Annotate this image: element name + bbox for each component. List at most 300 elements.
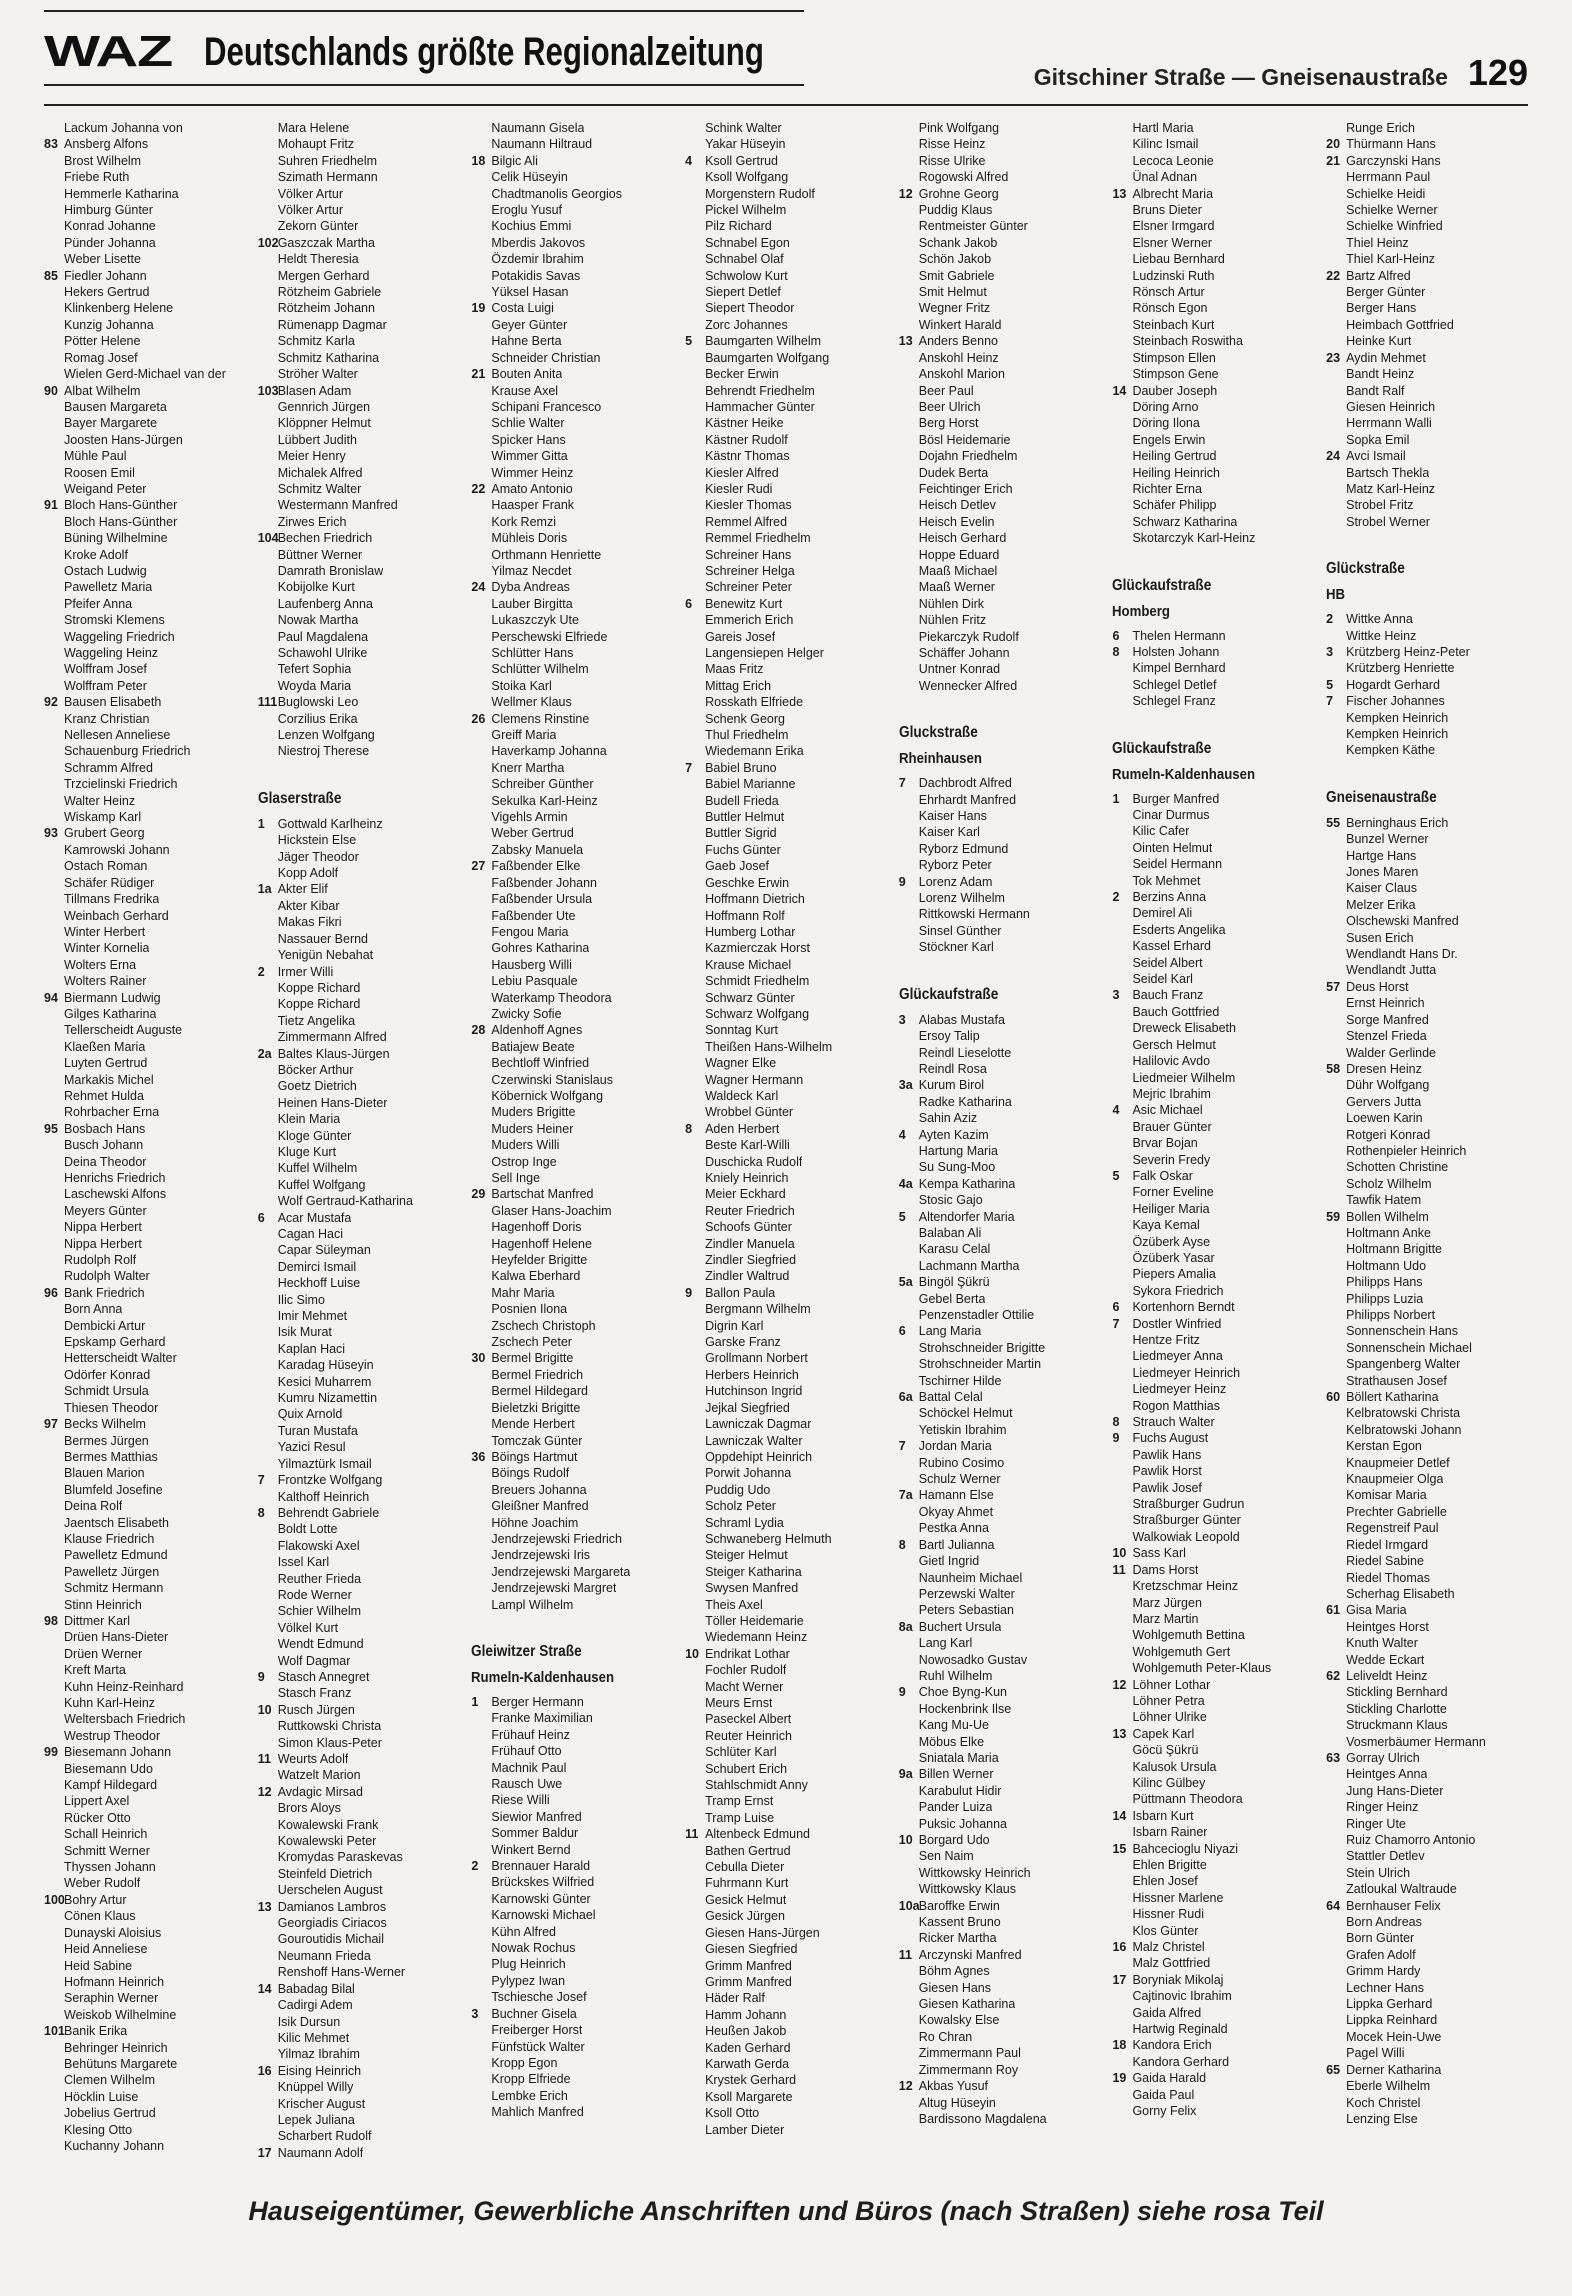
resident-name: Schielke Heidi bbox=[1346, 186, 1426, 201]
resident-entry bbox=[1326, 2062, 1540, 2078]
resident-name: Fuhrmann Kurt bbox=[705, 1876, 789, 1891]
resident-name: Beste Karl-Willi bbox=[705, 1138, 790, 1153]
house-number bbox=[258, 465, 278, 481]
resident-name: Kropp Elfriede bbox=[491, 2072, 571, 2087]
resident-name: Kilinc Gülbey bbox=[1132, 1775, 1206, 1790]
resident-name: Möbus Elke bbox=[918, 1734, 985, 1749]
resident-name: Kromydas Paraskevas bbox=[277, 1850, 403, 1865]
resident-name: Kuchanny Johann bbox=[64, 2138, 165, 2153]
resident-entry bbox=[1326, 169, 1540, 185]
resident-name: Macht Werner bbox=[705, 1679, 784, 1694]
resident-name: Naumann Adolf bbox=[277, 2145, 364, 2160]
resident-name: Tawfik Hatem bbox=[1346, 1193, 1422, 1208]
resident-name: Schink Walter bbox=[705, 121, 782, 135]
resident-entry bbox=[1326, 611, 1540, 627]
resident-entry bbox=[1326, 1914, 1540, 1930]
resident-name: Langensiepen Helger bbox=[705, 646, 824, 660]
house-number bbox=[471, 1564, 491, 1580]
house-number bbox=[258, 1013, 278, 1029]
resident-entry bbox=[471, 1301, 685, 1317]
resident-name: Mittag Erich bbox=[705, 678, 772, 693]
resident-name: Borgard Udo bbox=[918, 1833, 990, 1847]
resident-name: Elsner Irmgard bbox=[1132, 219, 1215, 234]
resident-name: Kreft Marta bbox=[64, 1663, 126, 1678]
house-number bbox=[1326, 1455, 1346, 1471]
house-number bbox=[44, 1433, 64, 1449]
resident-entry bbox=[44, 218, 258, 234]
resident-name: Sell Inge bbox=[491, 1171, 541, 1185]
resident-entry bbox=[258, 1259, 472, 1275]
resident-name: Kalwa Eberhard bbox=[491, 1269, 581, 1284]
resident-name: Born Anna bbox=[64, 1302, 123, 1317]
resident-name: Ehlen Brigitte bbox=[1132, 1858, 1207, 1872]
house-number bbox=[471, 1760, 491, 1776]
resident-entry bbox=[1112, 448, 1326, 464]
house-number bbox=[44, 1875, 64, 1891]
resident-entry bbox=[258, 2096, 472, 2112]
resident-name: Mahlich Manfred bbox=[491, 2105, 584, 2120]
house-number bbox=[44, 1974, 64, 1990]
house-number bbox=[44, 1268, 64, 1284]
house-number bbox=[1112, 268, 1132, 284]
resident-entry bbox=[1112, 1414, 1326, 1430]
resident-entry bbox=[685, 776, 899, 792]
house-number bbox=[1112, 300, 1132, 316]
resident-name: Schielke Werner bbox=[1346, 203, 1438, 218]
resident-entry bbox=[899, 218, 1113, 234]
resident-entry bbox=[685, 1367, 899, 1383]
resident-name: Hamann Else bbox=[918, 1488, 994, 1503]
house-number bbox=[1112, 448, 1132, 464]
resident-name: Haasper Frank bbox=[491, 498, 575, 513]
resident-entry bbox=[685, 809, 899, 825]
resident-entry bbox=[44, 1449, 258, 1465]
house-number: 62 bbox=[1326, 1668, 1341, 1683]
resident-name: Thelen Hermann bbox=[1132, 628, 1226, 643]
resident-name: Riedel Irmgard bbox=[1346, 1537, 1429, 1552]
resident-entry bbox=[44, 1711, 258, 1727]
house-number bbox=[899, 890, 919, 906]
resident-entry bbox=[899, 120, 1113, 136]
house-number bbox=[1326, 628, 1346, 644]
resident-entry bbox=[471, 1564, 685, 1580]
resident-entry bbox=[685, 1285, 899, 1301]
resident-name: Dühr Wolfgang bbox=[1346, 1078, 1430, 1093]
house-number bbox=[471, 1743, 491, 1759]
resident-entry bbox=[471, 1268, 685, 1284]
resident-entry bbox=[1326, 1799, 1540, 1815]
resident-name: Nippa Herbert bbox=[64, 1220, 142, 1235]
street-heading: Glückaufstraße bbox=[1112, 739, 1212, 757]
resident-name: Zirwes Erich bbox=[277, 514, 347, 529]
resident-name: Heiling Gertrud bbox=[1132, 449, 1217, 464]
house-number bbox=[1326, 1225, 1346, 1241]
house-number bbox=[258, 1374, 278, 1390]
resident-entry bbox=[258, 1702, 472, 1718]
house-number: 5 bbox=[898, 1209, 906, 1224]
resident-name: Knüppel Willy bbox=[277, 2080, 354, 2095]
house-number: 6 bbox=[685, 596, 693, 611]
house-number bbox=[899, 1110, 919, 1126]
resident-entry bbox=[685, 1104, 899, 1120]
house-number bbox=[1326, 1405, 1346, 1421]
resident-entry bbox=[1326, 1241, 1540, 1257]
resident-name: Gottwald Karlheinz bbox=[277, 816, 383, 831]
resident-name: Costa Luigi bbox=[491, 301, 554, 316]
resident-name: Schawohl Ulrike bbox=[277, 646, 368, 660]
house-number bbox=[685, 481, 705, 497]
house-number: 10 bbox=[685, 1646, 699, 1661]
house-number bbox=[899, 120, 919, 136]
house-number bbox=[44, 235, 64, 251]
footer-note: Hauseigentümer, Gewerbliche Anschriften und Büros (nach Straßen) siehe rosa Teil bbox=[248, 2196, 1324, 2226]
house-number bbox=[1112, 1759, 1132, 1775]
resident-entry bbox=[1326, 1816, 1540, 1832]
resident-name: Berzins Anna bbox=[1132, 890, 1207, 905]
house-number bbox=[1326, 186, 1346, 202]
resident-entry bbox=[44, 1498, 258, 1514]
resident-name: Joosten Hans-Jürgen bbox=[64, 432, 183, 447]
house-number bbox=[471, 825, 491, 841]
house-number bbox=[685, 235, 705, 251]
resident-entry bbox=[685, 2105, 899, 2121]
resident-entry bbox=[685, 1318, 899, 1334]
house-number bbox=[471, 875, 491, 891]
resident-entry bbox=[1326, 1258, 1540, 1274]
house-number: 10 bbox=[1112, 1546, 1127, 1561]
resident-entry bbox=[685, 875, 899, 891]
resident-entry bbox=[1326, 284, 1540, 300]
house-number bbox=[685, 1958, 705, 1974]
resident-entry bbox=[471, 1416, 685, 1432]
house-number bbox=[44, 153, 64, 169]
house-number: 104 bbox=[257, 531, 279, 546]
resident-name: Dams Horst bbox=[1132, 1562, 1199, 1577]
house-number bbox=[44, 1515, 64, 1531]
house-number bbox=[258, 153, 278, 169]
resident-entry bbox=[1112, 1119, 1326, 1135]
house-number bbox=[471, 842, 491, 858]
house-number bbox=[258, 1029, 278, 1045]
resident-name: Pawelletz Jürgen bbox=[64, 1564, 160, 1579]
resident-name: Dachbrodt Alfred bbox=[918, 776, 1012, 791]
resident-name: Kropp Egon bbox=[491, 2055, 558, 2070]
resident-entry bbox=[685, 169, 899, 185]
resident-name: Kassel Erhard bbox=[1132, 939, 1211, 954]
resident-entry bbox=[1326, 913, 1540, 929]
resident-name: Lachmann Martha bbox=[918, 1258, 1020, 1273]
house-number: 2a bbox=[257, 1046, 272, 1061]
house-number: 6 bbox=[1112, 1300, 1120, 1315]
resident-entry bbox=[685, 1597, 899, 1613]
resident-name: Gaida Paul bbox=[1132, 2087, 1195, 2102]
resident-entry bbox=[471, 284, 685, 300]
resident-entry bbox=[471, 1891, 685, 1907]
house-number bbox=[1326, 710, 1346, 726]
house-number bbox=[44, 2122, 64, 2138]
house-number: 27 bbox=[471, 859, 486, 874]
house-number bbox=[258, 1226, 278, 1242]
resident-entry bbox=[471, 1973, 685, 1989]
resident-entry bbox=[471, 120, 685, 136]
resident-entry bbox=[471, 1809, 685, 1825]
masthead-top-rule bbox=[44, 10, 804, 12]
resident-name: Berger Hermann bbox=[491, 1694, 584, 1709]
resident-name: Schlegel Franz bbox=[1132, 694, 1216, 709]
resident-name: Schreiber Günther bbox=[491, 777, 594, 792]
resident-name: Zindler Manuela bbox=[705, 1236, 795, 1251]
house-number bbox=[1112, 1332, 1132, 1348]
resident-entry bbox=[1112, 465, 1326, 481]
resident-name: Kästner Rudolf bbox=[705, 432, 788, 447]
resident-name: Spicker Hans bbox=[491, 432, 566, 447]
house-number bbox=[899, 530, 919, 546]
resident-name: Woyda Maria bbox=[277, 678, 352, 693]
house-number bbox=[258, 186, 278, 202]
house-number bbox=[685, 530, 705, 546]
house-number bbox=[685, 1662, 705, 1678]
resident-entry bbox=[44, 1006, 258, 1022]
resident-name: Wellmer Klaus bbox=[491, 695, 572, 710]
resident-name: Tillmans Fredrika bbox=[64, 892, 160, 907]
house-number bbox=[258, 448, 278, 464]
house-number: 24 bbox=[1326, 449, 1341, 464]
house-number bbox=[471, 1400, 491, 1416]
resident-name: Turan Mustafa bbox=[277, 1423, 358, 1438]
house-number: 9 bbox=[685, 1285, 693, 1300]
house-number bbox=[685, 317, 705, 333]
house-number bbox=[44, 1022, 64, 1038]
house-number bbox=[1112, 2054, 1132, 2070]
resident-entry bbox=[44, 1350, 258, 1366]
resident-entry bbox=[899, 1209, 1113, 1225]
resident-name: Gennrich Jürgen bbox=[277, 399, 371, 414]
house-number bbox=[685, 2056, 705, 2072]
resident-name: Wedde Eckart bbox=[1346, 1652, 1425, 1667]
resident-name: Bloch Hans-Günther bbox=[64, 514, 178, 529]
resident-name: Nühlen Fritz bbox=[918, 613, 987, 628]
resident-entry bbox=[1112, 1939, 1326, 1955]
resident-name: Bunzel Werner bbox=[1346, 832, 1429, 847]
resident-name: Pötter Helene bbox=[64, 334, 141, 349]
resident-entry bbox=[1112, 1742, 1326, 1758]
resident-name: Böcker Arthur bbox=[277, 1062, 354, 1077]
house-number bbox=[1326, 1734, 1346, 1750]
resident-entry bbox=[44, 1695, 258, 1711]
house-number: 8a bbox=[898, 1619, 913, 1634]
house-number bbox=[1112, 366, 1132, 382]
resident-entry bbox=[471, 1792, 685, 1808]
house-number bbox=[258, 914, 278, 930]
house-number bbox=[44, 1580, 64, 1596]
resident-name: Porwit Johanna bbox=[705, 1466, 792, 1481]
house-number bbox=[1326, 660, 1346, 676]
house-number bbox=[1112, 284, 1132, 300]
resident-entry bbox=[471, 399, 685, 415]
house-number bbox=[44, 793, 64, 809]
house-number bbox=[471, 2088, 491, 2104]
resident-name: Philipps Hans bbox=[1346, 1275, 1423, 1290]
resident-name: Jendrzejewski Friedrich bbox=[491, 1531, 622, 1546]
resident-name: Kork Remzi bbox=[491, 514, 556, 529]
house-number bbox=[899, 2095, 919, 2111]
resident-name: Bausen Elisabeth bbox=[64, 695, 162, 710]
house-number bbox=[258, 1406, 278, 1422]
resident-name: Kampf Hildegard bbox=[64, 1778, 158, 1793]
resident-name: Püttmann Theodora bbox=[1132, 1792, 1243, 1807]
resident-entry bbox=[258, 661, 472, 677]
resident-entry bbox=[1326, 1291, 1540, 1307]
resident-entry bbox=[1112, 251, 1326, 267]
house-number bbox=[258, 1931, 278, 1947]
resident-name: Kelbratowski Christa bbox=[1346, 1406, 1461, 1421]
house-number bbox=[1326, 1340, 1346, 1356]
house-number bbox=[1112, 481, 1132, 497]
resident-entry bbox=[471, 809, 685, 825]
house-number bbox=[44, 629, 64, 645]
resident-entry bbox=[258, 497, 472, 513]
resident-name: Clemens Rinstine bbox=[491, 711, 590, 726]
house-number bbox=[258, 579, 278, 595]
house-number bbox=[1326, 1471, 1346, 1487]
resident-entry bbox=[899, 481, 1113, 497]
resident-entry bbox=[44, 1646, 258, 1662]
resident-name: Weiskob Wilhelmine bbox=[64, 2007, 177, 2022]
house-number bbox=[685, 858, 705, 874]
resident-entry bbox=[1326, 1045, 1540, 1061]
house-number bbox=[258, 1275, 278, 1291]
resident-name: Damianos Lambros bbox=[277, 1899, 387, 1914]
resident-entry bbox=[258, 898, 472, 914]
house-number bbox=[1326, 1799, 1346, 1815]
house-number bbox=[1326, 930, 1346, 946]
house-number bbox=[685, 1482, 705, 1498]
resident-entry bbox=[258, 1357, 472, 1373]
resident-entry bbox=[44, 2072, 258, 2088]
resident-entry bbox=[1112, 300, 1326, 316]
house-number bbox=[1112, 1578, 1132, 1594]
house-number bbox=[1326, 1684, 1346, 1700]
house-number bbox=[258, 1128, 278, 1144]
house-number bbox=[1326, 202, 1346, 218]
house-number bbox=[471, 2022, 491, 2038]
resident-name: Wohlgemuth Peter-Klaus bbox=[1132, 1661, 1272, 1676]
resident-entry bbox=[44, 1941, 258, 1957]
house-number bbox=[44, 1318, 64, 1334]
resident-name: Hissner Marlene bbox=[1132, 1890, 1224, 1905]
house-number bbox=[1326, 1323, 1346, 1339]
resident-entry bbox=[258, 2014, 472, 2030]
house-number bbox=[471, 284, 491, 300]
house-number bbox=[685, 284, 705, 300]
house-number bbox=[685, 1006, 705, 1022]
house-number bbox=[258, 1833, 278, 1849]
street-heading: Glaserstraße bbox=[257, 789, 342, 807]
house-number: 100 bbox=[44, 1892, 65, 1907]
resident-name: Wolf Gertraud-Katharina bbox=[277, 1194, 413, 1209]
resident-entry bbox=[1326, 1323, 1540, 1339]
house-number: 18 bbox=[1112, 2038, 1127, 2053]
house-number bbox=[258, 202, 278, 218]
house-number bbox=[899, 399, 919, 415]
house-number bbox=[1326, 1783, 1346, 1799]
resident-entry bbox=[471, 1940, 685, 1956]
resident-name: Fiedler Johann bbox=[64, 268, 147, 283]
resident-entry bbox=[44, 1793, 258, 1809]
resident-name: Heinen Hans-Dieter bbox=[277, 1095, 388, 1110]
house-number bbox=[1112, 1595, 1132, 1611]
house-number bbox=[471, 1710, 491, 1726]
house-number bbox=[471, 202, 491, 218]
resident-entry bbox=[1112, 1447, 1326, 1463]
resident-name: Wagner Hermann bbox=[705, 1072, 804, 1087]
resident-name: Schulz Werner bbox=[918, 1472, 1001, 1487]
resident-entry bbox=[1112, 1972, 1326, 1988]
resident-name: Steinbach Roswitha bbox=[1132, 334, 1243, 349]
resident-entry bbox=[44, 809, 258, 825]
resident-name: Herbers Heinrich bbox=[705, 1367, 799, 1382]
house-number bbox=[899, 1159, 919, 1175]
house-number: 98 bbox=[44, 1613, 58, 1628]
resident-entry bbox=[1112, 2070, 1326, 2086]
resident-entry bbox=[685, 1350, 899, 1366]
house-number bbox=[258, 1767, 278, 1783]
resident-entry bbox=[471, 1039, 685, 1055]
resident-name: Wielen Gerd-Michael van der bbox=[64, 367, 226, 382]
district-subheading: HB bbox=[1326, 586, 1346, 604]
resident-name: Rittkowski Hermann bbox=[918, 907, 1030, 922]
resident-name: Boryniak Mikolaj bbox=[1132, 1972, 1224, 1987]
house-number bbox=[471, 1203, 491, 1219]
house-number bbox=[899, 1816, 919, 1832]
resident-name: Suhren Friedhelm bbox=[277, 153, 378, 168]
resident-entry bbox=[685, 1137, 899, 1153]
resident-name: Kuhn Heinz-Reinhard bbox=[64, 1679, 184, 1694]
house-number bbox=[258, 947, 278, 963]
resident-name: Bardissono Magdalena bbox=[918, 2111, 1047, 2126]
resident-entry bbox=[44, 563, 258, 579]
house-number bbox=[44, 1367, 64, 1383]
house-number bbox=[685, 1908, 705, 1924]
house-number bbox=[44, 2105, 64, 2121]
resident-entry bbox=[899, 465, 1113, 481]
house-number bbox=[258, 1620, 278, 1636]
resident-name: Faßbender Johann bbox=[491, 875, 598, 890]
resident-name: Vosmerbäumer Hermann bbox=[1346, 1734, 1486, 1749]
house-number bbox=[471, 760, 491, 776]
resident-entry bbox=[685, 858, 899, 874]
resident-name: Kurum Birol bbox=[918, 1078, 985, 1093]
resident-entry bbox=[471, 300, 685, 316]
resident-entry bbox=[1326, 660, 1540, 676]
resident-entry bbox=[685, 1088, 899, 1104]
resident-entry bbox=[471, 940, 685, 956]
resident-name: Kempken Käthe bbox=[1346, 743, 1436, 758]
house-number bbox=[44, 333, 64, 349]
resident-name: Ayten Kazim bbox=[918, 1127, 989, 1142]
resident-entry bbox=[1326, 1520, 1540, 1536]
resident-entry bbox=[1326, 1668, 1540, 1684]
resident-entry bbox=[471, 596, 685, 612]
house-number bbox=[1112, 1463, 1132, 1479]
house-number bbox=[685, 1810, 705, 1826]
resident-entry bbox=[1112, 1070, 1326, 1086]
house-number bbox=[44, 2040, 64, 2056]
house-number bbox=[258, 1439, 278, 1455]
house-number bbox=[899, 1865, 919, 1881]
resident-name: Stickling Bernhard bbox=[1346, 1685, 1448, 1700]
resident-name: Schnabel Egon bbox=[705, 235, 790, 250]
